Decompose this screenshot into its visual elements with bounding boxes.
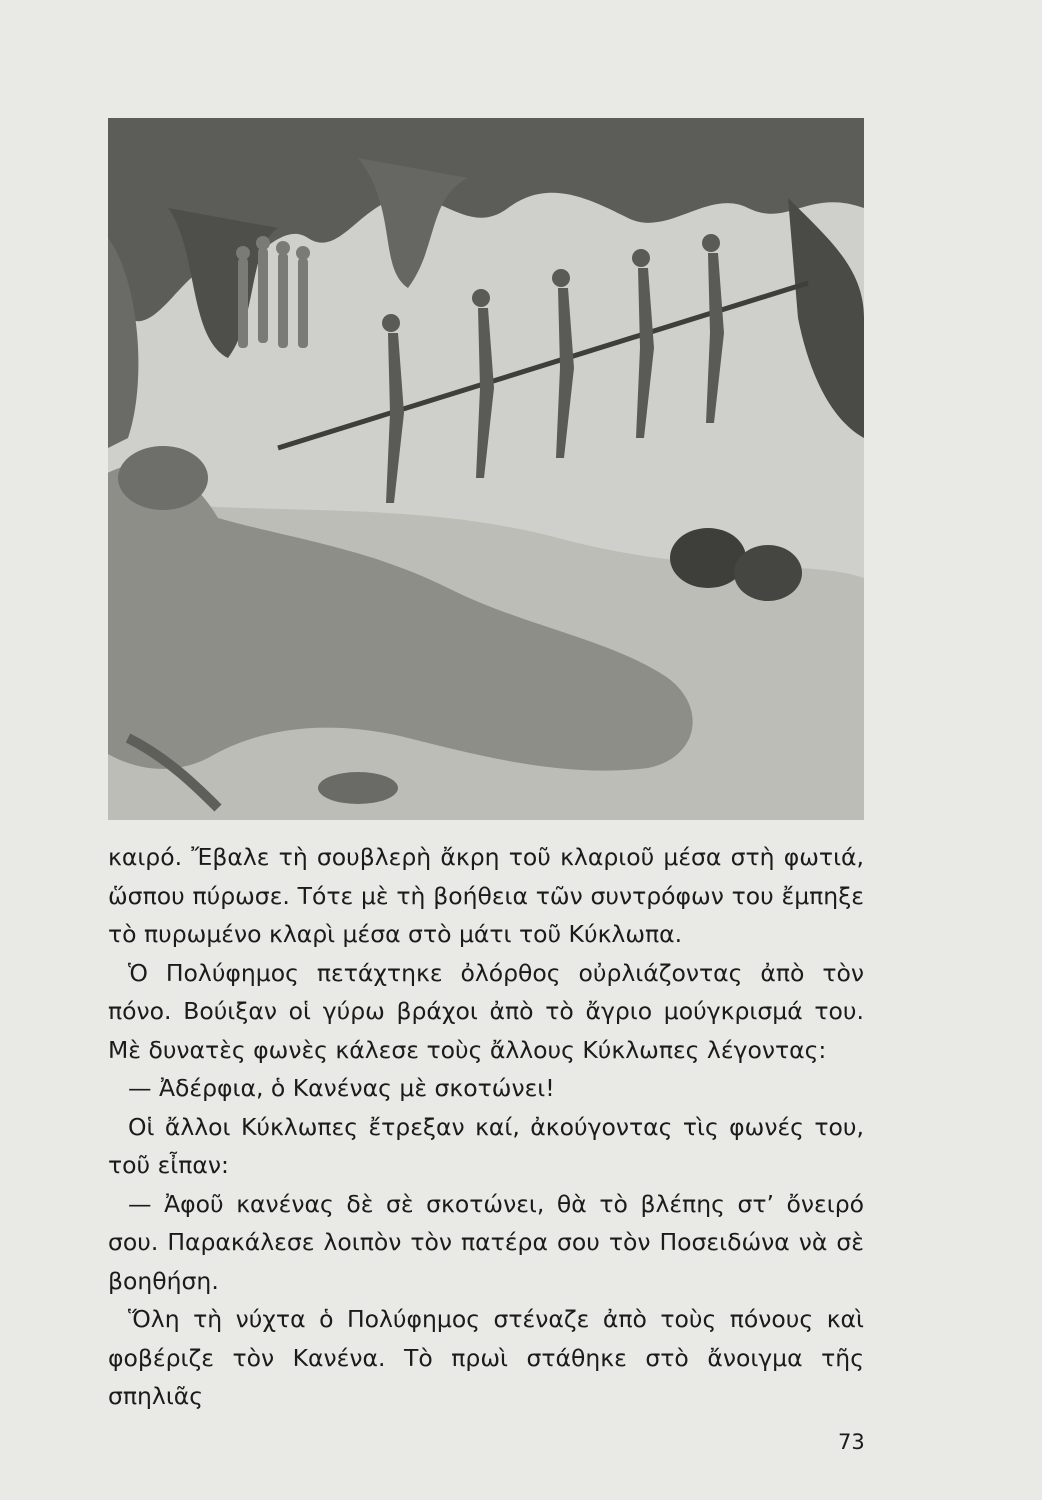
paragraph: Οἱ ἄλλοι Κύκλωπες ἔτρεξαν καί, ἀκούγοντας τὶς φωνές του, τοῦ εἶπαν:	[108, 1112, 864, 1179]
paragraph: καιρό. Ἔβαλε τὴ σουβλερὴ ἄκρη τοῦ κλαριοῦ μέσα στὴ φωτιά, ὥσπου πύρωσε. Τότε μὲ τὴ βοήθεια τῶν συντρόφων του ἔμπηξε τὸ πυρωμένο κλαρὶ μέσα στὸ μάτι τοῦ Κύκλωπα.	[108, 843, 864, 948]
paragraph: Ὅλη τὴ νύχτα ὁ Πολύφημος στέναζε ἀπὸ τοὺς πόνους καὶ φοβέριζε τὸν Κανένα. Τὸ πρωὶ στάθηκε στὸ ἄνοιγμα τῆς σπηλιᾶς	[108, 1305, 864, 1410]
paragraph-dialogue: — Ἀφοῦ κανένας δὲ σὲ σκοτώνει, θὰ τὸ βλέπης στ’ ὄνειρό σου. Παρακάλεσε λοιπὸν τὸν πατέρα σου τὸν Ποσειδώνα νὰ σὲ βοηθήση.	[108, 1189, 864, 1295]
body-text	[108, 838, 864, 1416]
paragraph: Ὁ Πολύφημος πετάχτηκε ὀλόρθος οὐρλιάζοντας ἀπὸ τὸν πόνο. Βούιξαν οἱ γύρω βράχοι ἀπὸ τὸ ἄγριο μούγκρισμά του. Μὲ δυνατὲς φωνὲς κάλεσε τοὺς ἄλλους Κύκλωπες λέγοντας:	[108, 958, 864, 1064]
illustration-drawing	[108, 118, 864, 820]
illustration-blinding-of-polyphemus	[108, 118, 864, 820]
page-number: 73	[838, 1430, 865, 1454]
paragraph-dialogue: — Ἀδέρφια, ὁ Κανένας μὲ σκοτώνει!	[128, 1074, 555, 1102]
